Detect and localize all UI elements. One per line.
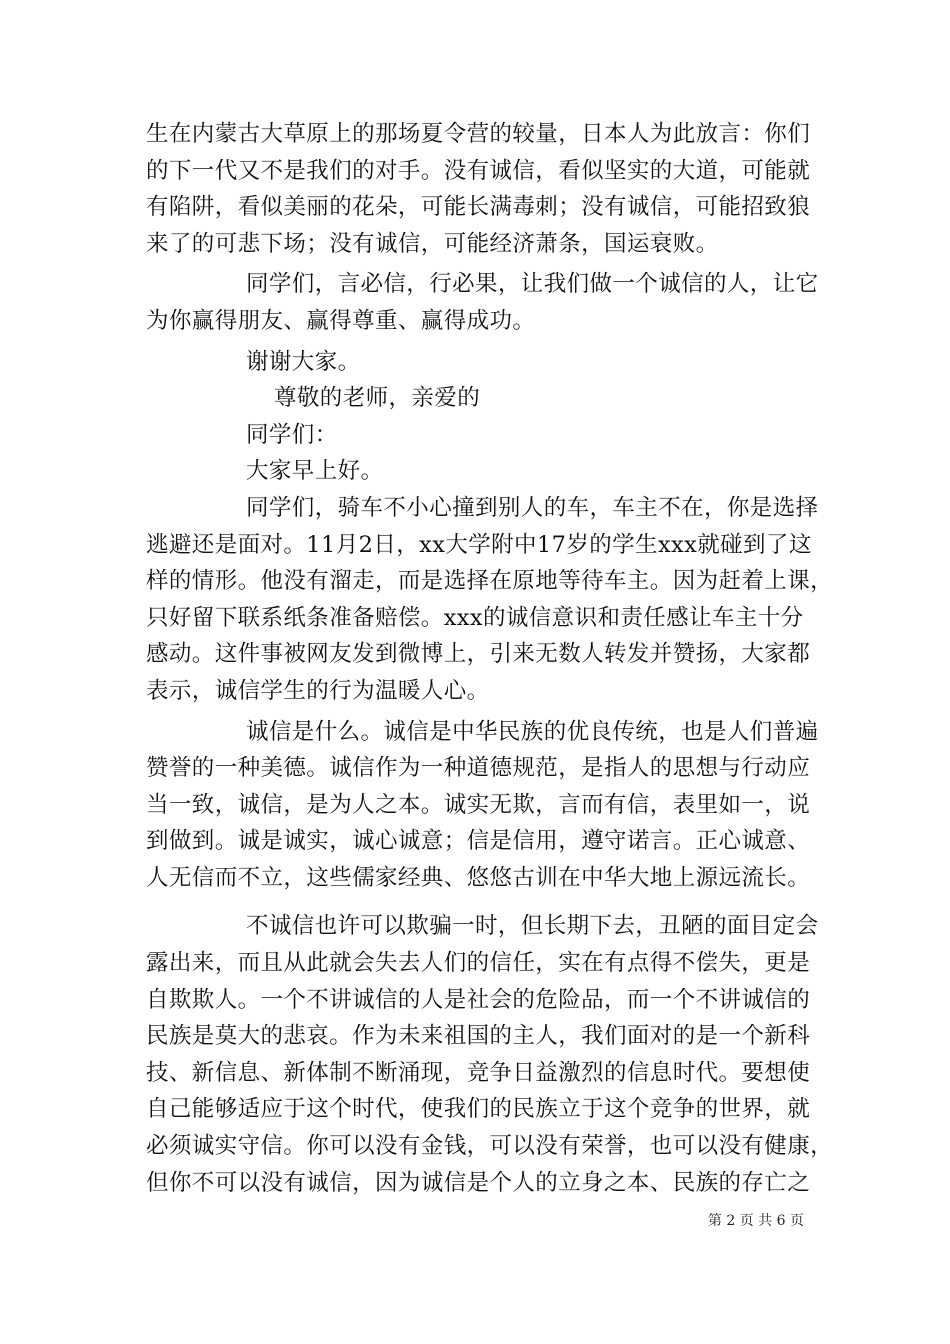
text-line: 技、新信息、新体制不断涌现，竞争日益激烈的信息时代。要想使 — [146, 1059, 811, 1086]
salutation-line: 尊敬的老师，亲爱的 — [274, 385, 481, 412]
text-line: 的下一代又不是我们的对手。没有诚信，看似坚实的大道，可能就 — [146, 157, 811, 184]
text-line: 诚信是什么。诚信是中华民族的优良传统，也是人们普遍 — [246, 718, 819, 745]
text-line: 只好留下联系纸条准备赔偿。xxx的诚信意识和责任感让车主十分 — [146, 604, 804, 631]
closing-line: 谢谢大家。 — [246, 348, 361, 375]
text-line: 自欺欺人。一个不讲诚信的人是社会的危险品，而一个不讲诚信的 — [146, 986, 811, 1013]
text-line: 表示，诚信学生的行为温暖人心。 — [146, 677, 490, 704]
text-line: 赞誉的一种美德。诚信作为一种道德规范，是指人的思想与行动应 — [146, 755, 811, 782]
text-line: 生在内蒙古大草原上的那场夏令营的较量，日本人为此放言：你们 — [146, 121, 811, 147]
text-line: 同学们，言必信，行必果，让我们做一个诚信的人，让它 — [246, 271, 819, 298]
page-number-footer: 第 2 页 共 6 页 — [707, 1213, 804, 1229]
text-line: 样的情形。他没有溜走，而是选择在原地等待车主。因为赶着上课， — [146, 568, 834, 595]
text-line: 露出来，而且从此就会失去人们的信任，实在有点得不偿失，更是 — [146, 950, 811, 977]
text-line: 为你赢得朋友、赢得尊重、赢得成功。 — [146, 307, 536, 334]
text-line: 自己能够适应于这个时代，使我们的民族立于这个竞争的世界，就 — [146, 1096, 811, 1123]
text-line: 但你不可以没有诚信，因为诚信是个人的立身之本、民族的存亡之 — [146, 1169, 811, 1196]
text-line: 必须诚实守信。你可以没有金钱，可以没有荣誉，也可以没有健康， — [146, 1133, 834, 1160]
text-line: 有陷阱，看似美丽的花朵，可能长满毒刺；没有诚信，可能招致狼 — [146, 194, 811, 221]
document-body — [146, 116, 834, 1201]
text-line: 民族是莫大的悲哀。作为未来祖国的主人，我们面对的是一个新科 — [146, 1023, 811, 1050]
text-line: 到做到。诚是诚实，诚心诚意；信是信用，遵守诺言。正心诚意、 — [146, 828, 811, 855]
text-line: 当一致，诚信，是为人之本。诚实无欺，言而有信，表里如一，说 — [146, 791, 811, 818]
greeting-line: 大家早上好。 — [246, 458, 384, 485]
text-line: 感动。这件事被网友发到微博上，引来无数人转发并赞扬，大家都 — [146, 641, 811, 668]
text-line: 来了的可悲下场；没有诚信，可能经济萧条，国运衰败。 — [146, 230, 719, 257]
salutation-line: 同学们： — [246, 421, 338, 448]
text-line: 不诚信也许可以欺骗一时，但长期下去，丑陋的面目定会 — [246, 913, 819, 940]
text-line: 人无信而不立，这些儒家经典、悠悠古训在中华大地上源远流长。 — [146, 864, 811, 891]
text-line: 同学们，骑车不小心撞到别人的车，车主不在，你是选择 — [246, 494, 819, 521]
text-line: 逃避还是面对。11月2日，xx大学附中17岁的学生xxx就碰到了这 — [146, 531, 812, 558]
